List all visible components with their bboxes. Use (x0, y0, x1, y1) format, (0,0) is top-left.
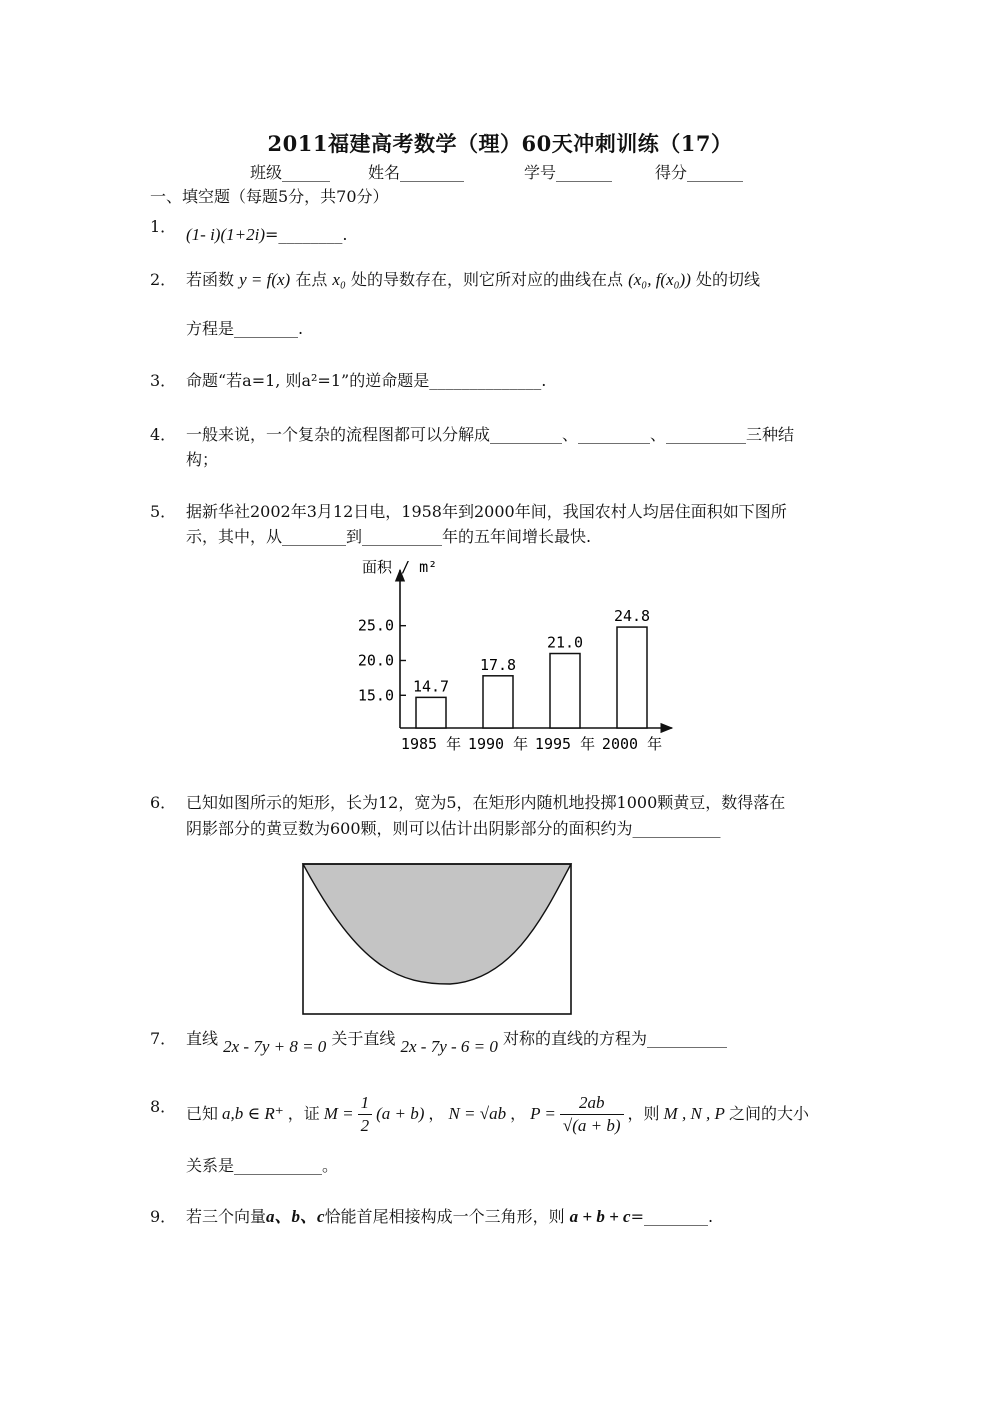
score-field: 得分_______ (655, 163, 744, 182)
question-4-line-2: 构； (186, 450, 219, 469)
question-7-text-b: 关于直线 (331, 1029, 396, 1048)
question-7-text-a: 直线 (186, 1029, 219, 1048)
y-tick-label: 15.0 (357, 686, 394, 705)
question-9-number: 9． (150, 1207, 177, 1226)
question-2-number: 2． (150, 270, 177, 289)
question-6-line-2: 阴影部分的黄豆数为600颗，则可以估计出阴影部分的面积约为___________ (186, 819, 721, 838)
question-3: 命题“若a=1, 则a²=1”的逆命题是______________. (186, 371, 547, 390)
bar (617, 627, 647, 728)
question-1-number: 1． (150, 217, 177, 236)
question-5: 据新华社2002年3月12日电，1958年到2000年间，我国农村人均居住面积如下图所 (186, 502, 787, 521)
question-2-text-a: 若函数 (186, 270, 235, 289)
question-4-number: 4． (150, 425, 177, 444)
question-8-domain: a,b ∈ R⁺ (222, 1104, 284, 1123)
question-7-line-1: 2x - 7y + 8 = 0 (223, 1037, 327, 1056)
y-tick-label: 20.0 (357, 651, 394, 670)
bar-value-label: 14.7 (412, 677, 450, 696)
shaded-rectangle-figure (300, 860, 575, 1020)
question-1-expression: (1- i)(1+2i) (186, 225, 265, 244)
question-8-text-b: ，证 (287, 1104, 320, 1123)
student-id-field: 学号_______ (524, 163, 613, 182)
bar-chart (340, 548, 690, 758)
question-2-text-c: 处的导数存在，则它所对应的曲线在点 (350, 270, 623, 289)
question-1 (186, 224, 347, 246)
question-2-point: x₀ (332, 270, 346, 289)
question-8-separator-1: ， (428, 1104, 445, 1123)
question-5-number: 5． (150, 502, 177, 521)
bar-value-label: 17.8 (479, 655, 517, 674)
question-8-m-numerator: 1 (358, 1092, 373, 1115)
question-8-text-d: 之间的大小 (728, 1104, 809, 1123)
bar (416, 697, 446, 728)
x-category-label: 1995 年 (534, 735, 596, 753)
question-8-p-lhs: P = (530, 1104, 556, 1123)
question-7 (186, 1028, 728, 1056)
question-6-number: 6． (150, 793, 177, 812)
question-2-text-d: 处的切线 (695, 270, 760, 289)
question-9 (186, 1206, 713, 1228)
question-8 (186, 1084, 809, 1144)
question-7-text-c: 对称的直线的方程为__________ (503, 1029, 728, 1048)
bar (550, 654, 580, 728)
x-category-label: 1990 年 (467, 735, 529, 753)
shaded-region (303, 864, 571, 984)
section-heading: 一、填空题（每题5分，共70分） (150, 187, 389, 206)
question-2-function: y = f(x) (239, 270, 291, 289)
question-8-m-fraction (358, 1092, 373, 1137)
question-7-line-2-expression: 2x - 7y - 6 = 0 (400, 1037, 498, 1056)
y-tick-label: 25.0 (357, 616, 394, 635)
question-9-text-b: 恰能首尾相接构成一个三角形，则 (324, 1207, 565, 1226)
question-6: 已知如图所示的矩形，长为12，宽为5，在矩形内随机地投掷1000颗黄豆，数得落在 (186, 793, 786, 812)
x-category-label: 2000 年 (601, 735, 663, 753)
question-2-line-2: 方程是________. (186, 319, 304, 338)
question-3-number: 3． (150, 371, 177, 390)
x-category-label: 1985 年 (400, 735, 462, 753)
question-4: 一般来说，一个复杂的流程图都可以分解成_________、_________、__________三种结 (186, 425, 795, 444)
question-2 (186, 269, 760, 291)
question-2-coordinates: (x₀, f(x₀)) (628, 270, 691, 289)
bar (483, 676, 513, 728)
question-8-n-expression: N = √ab (448, 1104, 507, 1123)
question-9-sum: a + b + c (569, 1207, 631, 1226)
question-9-blank: =________. (630, 1207, 714, 1226)
question-9-vectors: a、b、c (266, 1207, 325, 1226)
page-title: 2011福建高考数学（理）60天冲刺训练（17） (267, 131, 733, 156)
question-8-text-c: ，则 (627, 1104, 660, 1123)
question-8-variables: M , N , P (663, 1104, 725, 1123)
question-8-p-fraction (560, 1092, 624, 1137)
question-9-text-a: 若三个向量 (186, 1207, 267, 1226)
question-8-separator-2: ， (510, 1104, 527, 1123)
question-8-m-denominator: 2 (360, 1115, 370, 1135)
question-5-line-2: 示，其中，从________到__________年的五年间增长最快. (186, 527, 592, 546)
chart-y-label: 面积 / m² (362, 558, 438, 576)
name-field: 姓名________ (368, 163, 465, 182)
class-field: 班级______ (250, 163, 331, 182)
question-8-p-denominator: √(a + b) (562, 1115, 621, 1135)
question-7-number: 7． (150, 1029, 177, 1048)
bar-value-label: 24.8 (613, 607, 651, 626)
question-8-p-numerator: 2ab (560, 1092, 624, 1115)
question-8-m-lhs: M = (323, 1104, 354, 1123)
question-8-number: 8． (150, 1097, 177, 1116)
bar-value-label: 21.0 (546, 633, 584, 652)
question-8-text-a: 已知 (186, 1104, 219, 1123)
question-2-text-b: 在点 (295, 270, 328, 289)
question-8-line-2: 关系是___________。 (186, 1156, 339, 1175)
question-1-blank: =________. (264, 225, 348, 244)
question-8-m-rhs: (a + b) (376, 1104, 425, 1123)
